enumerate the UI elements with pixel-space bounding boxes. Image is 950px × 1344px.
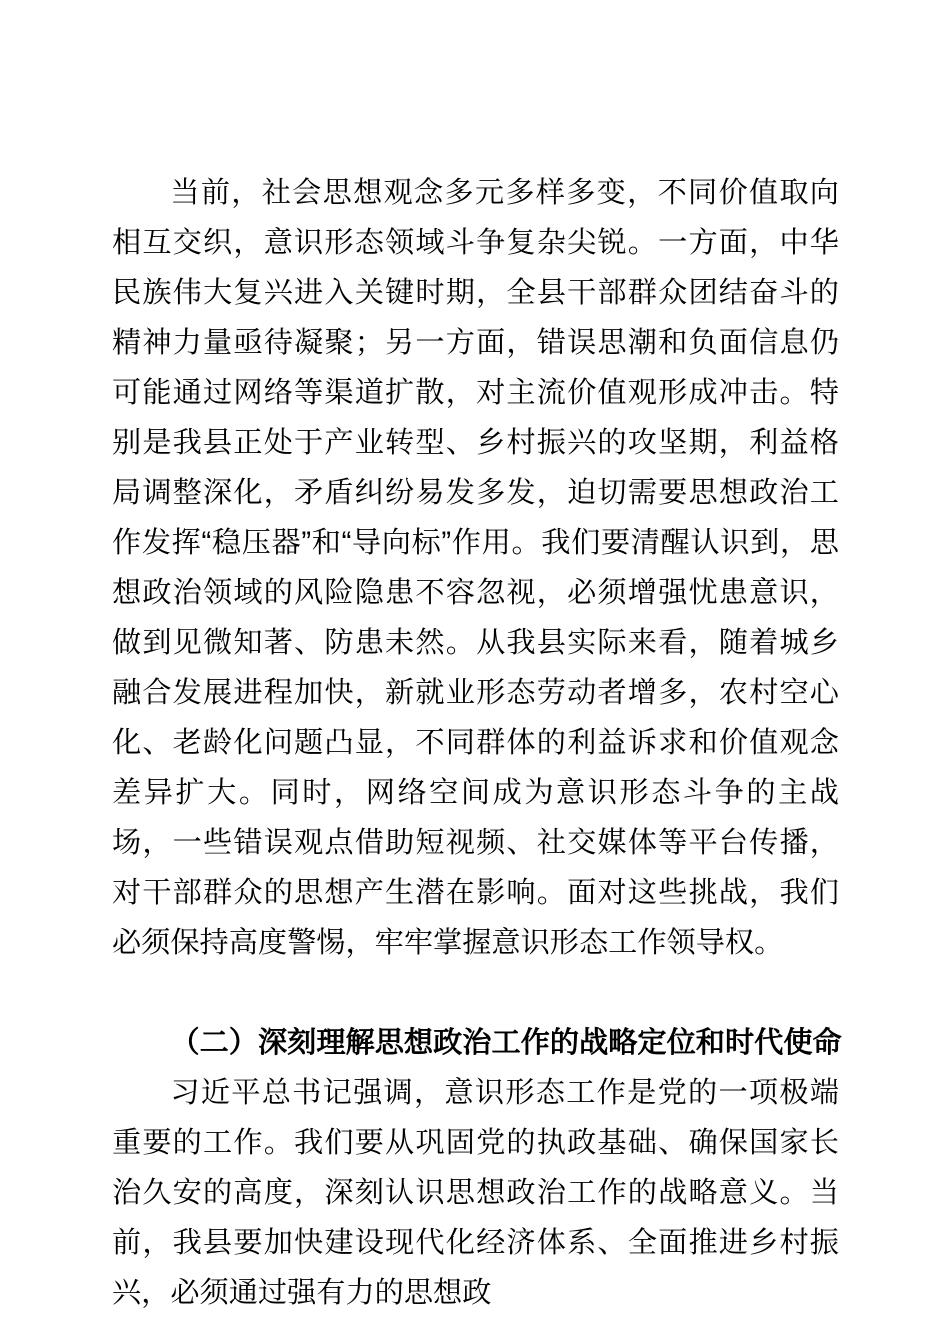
page-text-body	[112, 168, 842, 1318]
paragraph-ideology-challenges: 当前，社会思想观念多元多样多变，不同价值取向相互交织，意识形态领域斗争复杂尖锐。一方面，中华民族伟大复兴进入关键时期，全县干部群众团结奋斗的精神力量亟待凝聚；另一方面，错误思潮和负面信息仍可能通过网络等渠道扩散，对主流价值观形成冲击。特别是我县正处于产业转型、乡村振兴的攻坚期，利益格局调整深化，矛盾纠纷易发多发，迫切需要思想政治工作发挥“稳压器”和“导向标”作用。我们要清醒认识到，思想政治领域的风险隐患不容忽视，必须增强忧患意识，做到见微知著、防患未然。从我县实际来看，随着城乡融合发展进程加快，新就业形态劳动者增多，农村空心化、老龄化问题凸显，不同群体的利益诉求和价值观念差异扩大。同时，网络空间成为意识形态斗争的主战场，一些错误观点借助短视频、社交媒体等平台传播，对干部群众的思想产生潜在影响。面对这些挑战，我们必须保持高度警惕，牢牢掌握意识形态工作领导权。	[112, 177, 839, 959]
heading-spacer	[112, 968, 839, 1018]
paragraph-strategic-position: 习近平总书记强调，意识形态工作是党的一项极端重要的工作。我们要从巩固党的执政基础、确保国家长治久安的高度，深刻认识思想政治工作的战略意义。当前，我县要加快建设现代化经济体系、全面推进乡村振兴，必须通过强有力的思想政	[112, 1077, 839, 1309]
heading-section-two: （二）深刻理解思想政治工作的战略定位和时代使命	[170, 1027, 842, 1059]
